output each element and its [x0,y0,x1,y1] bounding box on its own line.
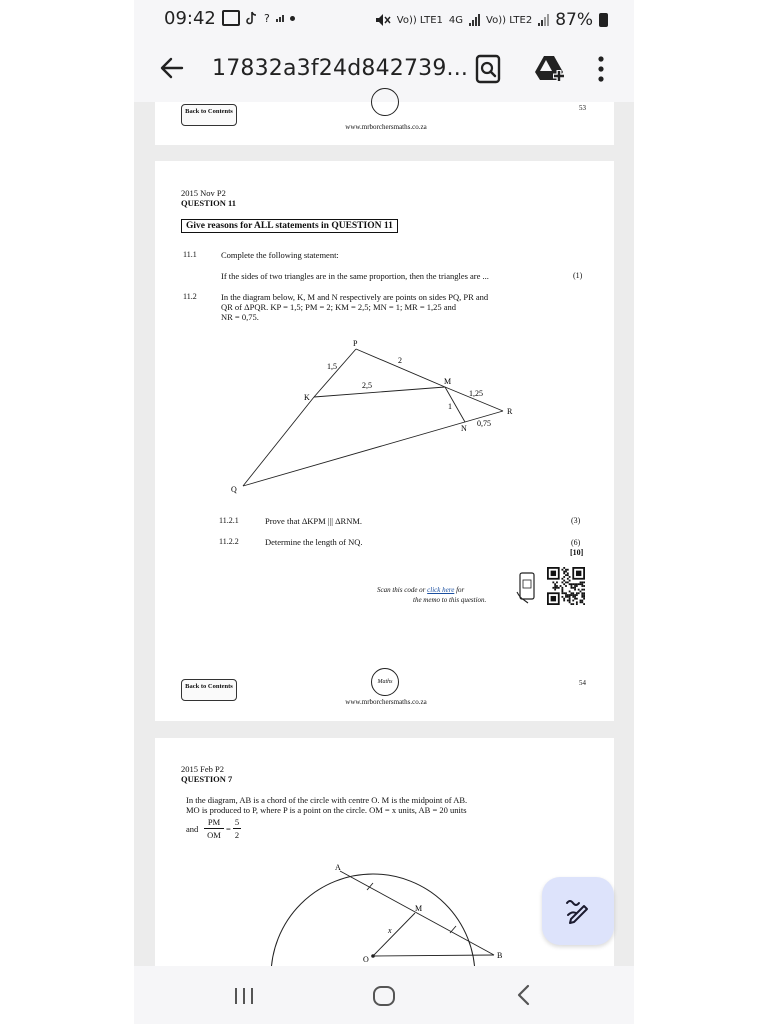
pdf-page-54 [155,161,614,721]
fraction-numerator: PM [207,817,221,827]
scan-prefix: Scan this code or [377,586,428,594]
subq-text: Determine the length of NQ. [265,537,363,547]
maths-logo: Maths [371,668,399,696]
q-statement: If the sides of two triangles are in the same proportion, then the triangles are ... [221,271,489,281]
status-right-icons [375,10,608,30]
pdf-viewer-screen [134,0,634,1024]
and-word: and [186,824,199,834]
more-vertical-icon[interactable] [597,56,605,82]
page-number: 53 [579,104,586,112]
back-to-contents-button[interactable]: Back to Contents [181,679,237,701]
exam-name: 2015 Nov P2 [181,188,226,198]
label-x: x [388,926,392,935]
subq-marks: (6) [571,538,581,547]
label-M: M [444,377,452,386]
annotate-fab-button[interactable] [542,877,614,945]
4g-label: 4G [448,14,464,26]
add-to-drive-icon[interactable] [535,54,567,84]
maths-logo [371,88,399,116]
length-MN: 1 [448,402,452,411]
length-MR: 1,25 [469,389,483,398]
q-text-line: In the diagram, AB is a chord of the circle with centre O. M is the midpoint of AB. [186,795,468,805]
signal-sim2-icon [538,14,549,26]
notification-dot-icon [290,16,295,21]
signal-unknown-icon: ? [264,11,270,25]
subq-text: Prove that ΔKPM ||| ΔRNM. [265,516,363,526]
scan-caption-line1 [377,585,464,595]
exam-name: 2015 Feb P2 [181,764,224,774]
q-text: Complete the following statement: [221,250,339,260]
battery-icon [599,13,608,27]
lte1-label: Vo)) LTE1 [396,14,443,26]
battery-percent: 87% [555,10,593,30]
back-arrow-icon[interactable] [158,54,186,82]
scan-caption-line2: the memo to this question. [413,596,487,604]
label-K: K [304,393,310,402]
label-N: N [461,424,467,433]
q-text-line: In the diagram below, K, M and N respectively are points on sides PQ, PR and [221,292,489,302]
website-footer: www.mrborchersmaths.co.za [345,123,427,131]
memo-link[interactable]: click here [427,586,455,594]
triangle-diagram [225,336,525,496]
document-title: 17832a3f24d842739... [212,56,469,81]
tiktok-icon [246,11,258,25]
nav-back-icon[interactable] [516,984,530,1006]
q-text-line: MO is produced to P, where P is a point on the circle. OM = x units, AB = 20 units [186,805,467,815]
question-heading: QUESTION 11 [181,198,237,208]
equals-sign: = [226,824,231,834]
scan-suffix: for [454,586,465,594]
signal-sim1-icon [469,14,480,26]
home-icon[interactable] [373,986,395,1006]
pdf-page-53 [155,102,614,145]
pdf-page-next [155,738,614,978]
status-left-icons [222,10,295,26]
subq-number: 11.2.2 [219,537,239,546]
phone-scan-icon [516,572,538,604]
status-bar [134,0,634,40]
recent-apps-icon[interactable] [233,987,255,1005]
fraction-bar [233,828,241,829]
question-heading: QUESTION 7 [181,774,233,784]
circle-diagram [255,858,515,978]
length-PM: 2 [398,356,402,365]
label-O: O [363,955,369,964]
label-P: P [353,339,358,348]
label-B: B [497,951,503,960]
q-text-line: QR of ΔPQR. KP = 1,5; PM = 2; KM = 2,5; MN = 1; MR = 1,25 and [221,302,457,312]
q-number: 11.1 [183,250,197,259]
label-Q: Q [231,485,237,494]
length-NR: 0,75 [477,419,491,428]
subq-number: 11.2.1 [219,516,239,525]
label-R: R [507,407,513,416]
lte2-label: Vo)) LTE2 [486,14,533,26]
q-number: 11.2 [183,292,197,301]
search-document-icon[interactable] [475,54,501,84]
gallery-icon [222,10,240,26]
system-nav-bar [134,966,634,1024]
fraction-denominator: OM [207,830,221,840]
q-marks: (1) [573,271,583,280]
mute-icon [375,13,391,27]
subq-marks: (3) [571,516,581,525]
website-footer: www.mrborchersmaths.co.za [345,698,427,706]
fraction-bar [204,828,224,829]
annotate-pen-icon [564,897,592,925]
label-M: M [415,904,423,913]
back-to-contents-button[interactable]: Back to Contents [181,104,237,126]
fraction-denominator: 2 [234,830,240,840]
length-KM: 2,5 [362,381,372,390]
status-time: 09:42 [164,8,216,29]
label-A: A [335,863,341,872]
instruction-box: Give reasons for ALL statements in QUESTION 11 [181,219,398,233]
signal-small-icon [276,15,284,22]
length-KP: 1,5 [327,362,337,371]
fraction-numerator: 5 [234,817,240,827]
qr-code[interactable] [547,567,585,605]
total-marks: [10] [570,548,584,557]
q-text-line: NR = 0,75. [221,312,259,322]
page-number: 54 [579,679,586,687]
